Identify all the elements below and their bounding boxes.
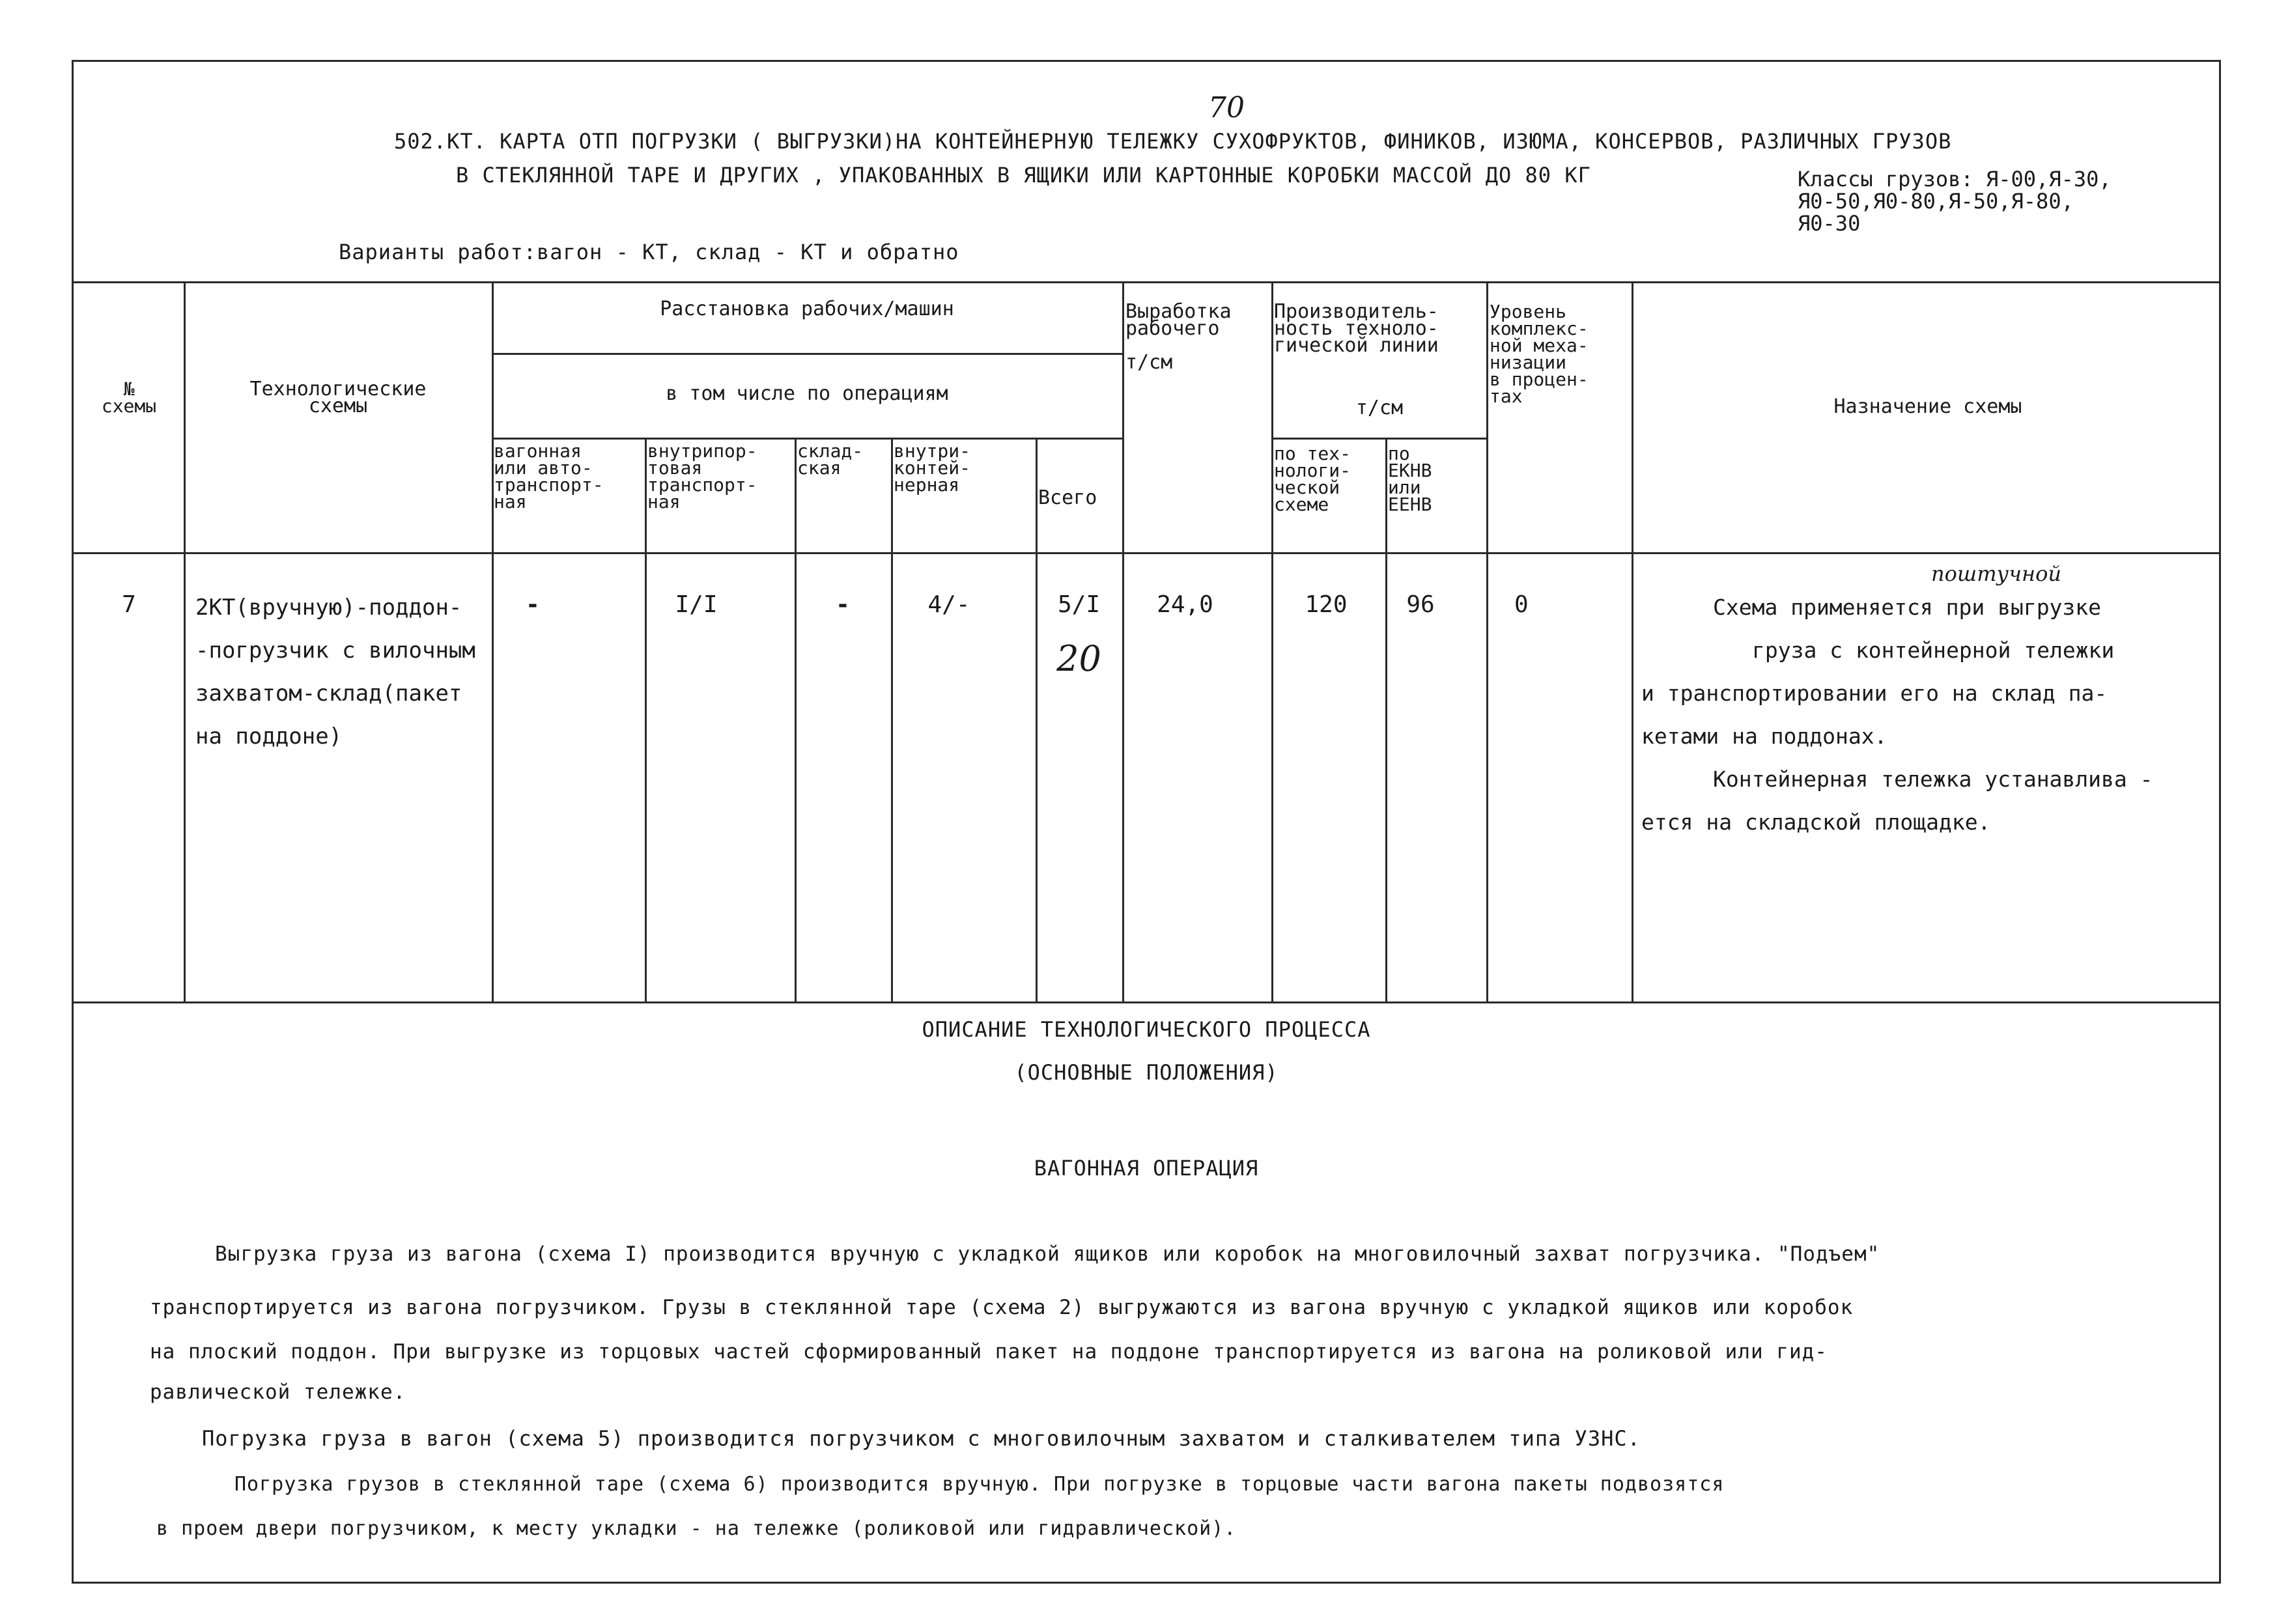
col-5	[891, 438, 893, 1001]
description-heading: ОПИСАНИЕ ТЕХНОЛОГИЧЕСКОГО ПРОЦЕССА	[922, 1017, 1371, 1042]
purpose-line: кетами на поддонах.	[1641, 723, 1887, 749]
rule-table-bottom	[73, 1001, 2220, 1003]
row-op-wagon: -	[526, 591, 540, 618]
section-heading: ВАГОННАЯ ОПЕРАЦИЯ	[1034, 1156, 1259, 1181]
header-by-tech-scheme: по тех- нологи- ческой схеме	[1274, 443, 1351, 515]
row-prod-norm: 96	[1406, 591, 1435, 618]
purpose-annotation: поштучной	[1931, 561, 2061, 586]
description-line: на плоский поддон. При выгрузке из торцовых частей сформированный пакет на поддоне транспортируется из вагона на роликовой или гид-	[150, 1340, 1828, 1364]
col-10	[1486, 281, 1488, 1001]
row-tech-scheme	[195, 586, 475, 758]
header-op-warehouse: склад- ская	[797, 440, 864, 479]
col-9	[1385, 438, 1387, 1001]
header-output: Выработка рабочего т/см	[1125, 300, 1232, 374]
rule-placement	[492, 353, 1122, 355]
col-3	[645, 438, 647, 1001]
description-subheading: (ОСНОВНЫЕ ПОЛОЖЕНИЯ)	[1014, 1060, 1279, 1085]
row-tech-scheme-line: -погрузчик с вилочным	[195, 637, 475, 664]
header-op-wagon: вагонная или авто- транспорт- ная	[494, 440, 604, 512]
row-prod-tech: 120	[1305, 591, 1348, 618]
title-line-1: 502.КТ. КАРТА ОТП ПОГРУЗКИ ( ВЫГРУЗКИ)НА КОНТЕЙНЕРНУЮ ТЕЛЕЖКУ СУХОФРУКТОВ, ФИНИКОВ, ИЗЮМА, КОНСЕРВОВ, РАЗЛИЧНЫХ ГРУЗОВ	[394, 129, 1952, 154]
header-op-intraport: внутрипор- товая транспорт- ная	[647, 440, 757, 512]
rule-header-bottom	[73, 552, 2220, 554]
header-productivity: Производитель- ность техноло- гической линии	[1274, 300, 1439, 357]
header-purpose: Назначение схемы	[1833, 395, 2022, 418]
purpose-line: ется на складской площадке.	[1641, 809, 1991, 835]
row-tech-scheme-line: захватом-склад(пакет	[195, 680, 462, 707]
header-total: Всего	[1038, 486, 1097, 509]
col-1	[184, 281, 186, 1001]
row-total: 5/I	[1057, 591, 1101, 618]
purpose-line: груза с контейнерной тележки	[1752, 637, 2115, 663]
row-total-handwritten: 20	[1056, 638, 1101, 679]
col-11	[1632, 281, 1633, 1001]
row-mechanization: 0	[1514, 591, 1529, 618]
row-tech-scheme-line: на поддоне)	[195, 723, 343, 749]
rule-title-bottom	[73, 281, 2220, 283]
row-tech-scheme-line: 2КТ(вручную)-поддон-	[195, 595, 462, 621]
description-line: в проем двери погрузчиком, к месту укладки - на тележке (роликовой или гидравлической).	[156, 1517, 1237, 1540]
page-number: 70	[1208, 91, 1245, 124]
row-purpose	[1641, 586, 2153, 844]
description-line: Погрузка груза в вагон (схема 5) производится погрузчиком с многовилочным захватом и сталкивателем типа УЗНС.	[202, 1426, 1641, 1451]
header-mechanization: Уровень комплекс- ной меха- низации в процен- тах	[1490, 301, 1589, 407]
purpose-line: и транспортировании его на склад па-	[1641, 680, 2108, 706]
description-line: Выгрузка груза из вагона (схема I) производится вручную с укладкой ящиков или коробок на многовилочный захват погрузчика. "Подъем"	[215, 1242, 1880, 1266]
row-op-warehouse: -	[836, 591, 850, 618]
rule-by-operations	[492, 438, 1122, 440]
rule-productivity	[1271, 438, 1486, 440]
header-tech-schemes: Технологические схемы	[249, 378, 427, 417]
col-8	[1271, 281, 1273, 1001]
description-line: транспортируется из вагона погрузчиком. Грузы в стеклянной таре (схема 2) выгружаются из вагона вручную с укладкой ящиков или коробок	[150, 1296, 1854, 1319]
col-4	[795, 438, 797, 1001]
work-variants: Варианты работ:вагон - КТ, склад - КТ и обратно	[339, 240, 959, 264]
header-productivity-unit: т/см	[1355, 397, 1404, 419]
cargo-classes: Классы грузов: Я-00,Я-30, Я0-50,Я0-80,Я-50,Я-80, Я0-30	[1798, 167, 2112, 236]
header-placement: Расстановка рабочих/машин	[660, 298, 954, 320]
description-line: равлической тележке.	[150, 1380, 406, 1404]
description-line: Погрузка грузов в стеклянной таре (схема 6) производится вручную. При погрузке в торцовые части вагона пакеты подвозятся	[234, 1473, 1725, 1496]
header-op-intracontainer: внутри- контей- нерная	[894, 440, 971, 496]
header-scheme-no: № схемы	[101, 378, 157, 417]
title-line-2: В СТЕКЛЯННОЙ ТАРЕ И ДРУГИХ , УПАКОВАННЫХ В ЯЩИКИ ИЛИ КАРТОННЫЕ КОРОБКИ МАССОЙ ДО 80 КГ	[456, 163, 1591, 188]
row-op-intraport: I/I	[675, 591, 718, 618]
row-scheme-no: 7	[122, 591, 136, 618]
row-op-intracontainer: 4/-	[927, 591, 970, 618]
purpose-line: Контейнерная тележка устанавлива -	[1713, 766, 2153, 792]
header-by-norms: по ЕКНВ или ЕЕНВ	[1388, 443, 1432, 515]
row-output: 24,0	[1157, 591, 1213, 618]
col-6	[1036, 438, 1038, 1001]
header-by-operations: в том числе по операциям	[666, 382, 948, 405]
purpose-line: Схема применяется при выгрузке	[1713, 595, 2102, 620]
col-7	[1122, 281, 1124, 1001]
